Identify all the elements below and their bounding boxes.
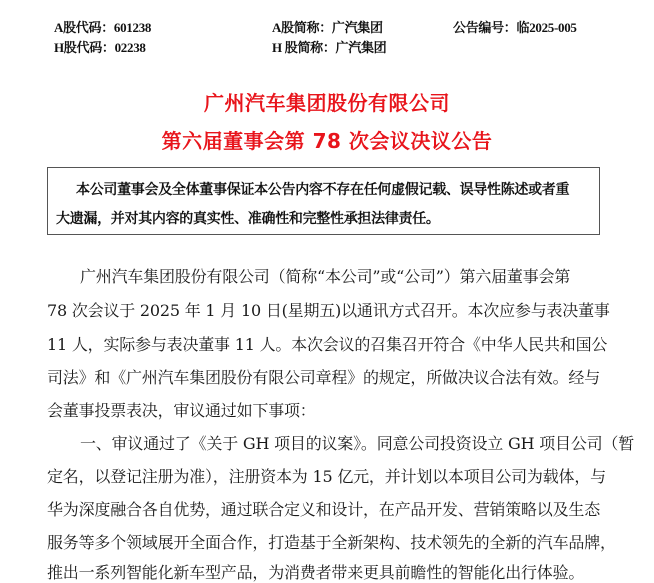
a-share-name: A股简称：广汽集团: [272, 20, 383, 35]
body-line: 服务等多个领域展开全面合作，打造基于全新架构、技术领先的全新的汽车品牌，: [47, 533, 616, 552]
company-title: 广州汽车集团股份有限公司: [204, 91, 450, 115]
body-line: 华为深度融合各自优势，通过联合定义和设计，在产品开发、营销策略以及生态: [47, 500, 601, 519]
disclaimer-line-1: 本公司董事会及全体董事保证本公告内容不存在任何虚假记载、误导性陈述或者重: [76, 182, 570, 198]
body-line: 会董事投票表决，审议通过如下事项：: [47, 401, 316, 420]
announcement-title: 第六届董事会第 78 次会议决议公告: [161, 129, 493, 153]
disclaimer-box: [47, 167, 600, 235]
body-line: 定名，以登记注册为准），注册资本为 15 亿元，并计划以本项目公司为载体，与: [47, 467, 606, 486]
body-line: 广州汽车集团股份有限公司（简称“本公司”或“公司”）第六届董事会第: [80, 267, 571, 286]
announcement-number: 公告编号：临2025-005: [453, 20, 577, 35]
body-line: 78 次会议于 2025 年 1 月 10 日(星期五)以通讯方式召开。本次应参与表决董事: [47, 301, 610, 320]
disclaimer-line-2: 大遗漏，并对其内容的真实性、准确性和完整性承担法律责任。: [56, 211, 440, 227]
resolution-item-1: 一、审议通过了《关于 GH 项目的议案》。同意公司投资设立 GH 项目公司（暂: [80, 434, 635, 453]
body-line: 推出一系列智能化新车型产品，为消费者带来更具前瞻性的智能化出行体验。: [47, 563, 585, 582]
a-share-code: A股代码：601238: [54, 20, 152, 35]
body-line: 11 人，实际参与表决董事 11 人。本次会议的召集召开符合《中华人民共和国公: [47, 335, 608, 354]
body-line: 司法》和《广州汽车集团股份有限公司章程》的规定，所做决议合法有效。经与: [47, 368, 601, 387]
h-share-name: H 股简称：广汽集团: [272, 40, 387, 55]
h-share-code: H股代码：02238: [54, 40, 146, 55]
